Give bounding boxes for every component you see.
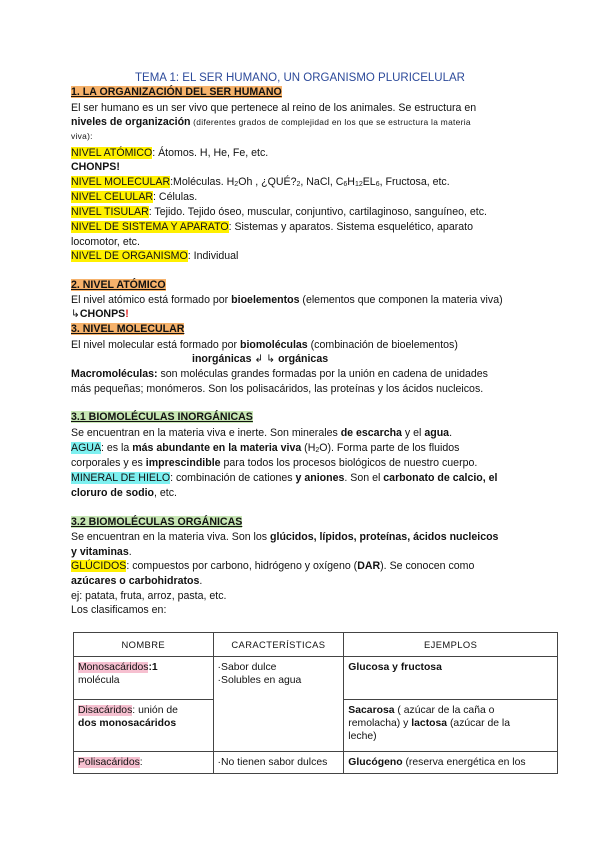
cell-poli-ejemplos: Glucógeno (reserva energética en los bbox=[344, 752, 558, 774]
cell-monosacaridos: Monosacáridos:1 molécula bbox=[74, 657, 214, 700]
cell-mono-ejemplos: Glucosa y fructosa bbox=[344, 657, 558, 700]
s31-agua: AGUA: es la más abundante en la materia viva $(H_2O)$. Forma parte de los fluidos bbox=[71, 442, 460, 454]
s1-intro-line1: El ser humano es un ser vivo que pertenece al reino de los animales. Se estructura en bbox=[71, 102, 477, 114]
level-molecular: NIVEL MOLECULAR:Moléculas. $H_2Oh$ , ¿$QUÉ?_2$, NaCl, $C_6H_{12}EL_6$, Fructosa, etc. bbox=[71, 176, 450, 188]
s3-text: El nivel molecular está formado por biomoléculas (combinación de bioelementos) bbox=[71, 339, 458, 351]
page-title: TEMA 1: EL SER HUMANO, UN ORGANISMO PLURICELULAR bbox=[135, 72, 465, 84]
cell-poli-caracteristicas: ·No tienen sabor dulces bbox=[213, 752, 344, 774]
s3-macro: Macromoléculas: son moléculas grandes formadas por la unión en cadena de unidades bbox=[71, 368, 488, 380]
s1-intro-line2: niveles de organización (diferentes grados de complejidad en los que se estructura la materia bbox=[71, 116, 471, 128]
s32-intro: Se encuentran en la materia viva. Son los glúcidos, lípidos, proteínas, ácidos nucleicos bbox=[71, 531, 499, 543]
level-sistema: NIVEL DE SISTEMA Y APARATO: Sistemas y aparatos. Sistema esquelético, aparato bbox=[71, 221, 473, 233]
s31-intro: Se encuentran en la materia viva e inerte. Son minerales de escarcha y el agua. bbox=[71, 427, 453, 439]
s2-chonps: ↳CHONPS! bbox=[71, 308, 129, 320]
s32-example: ej: patata, fruta, arroz, pasta, etc. bbox=[71, 590, 227, 602]
section-2-heading: 2. NIVEL ATÓMICO bbox=[71, 279, 166, 291]
level-celular: NIVEL CELULAR: Células. bbox=[71, 191, 198, 203]
cell-disacaridos: Disacáridos: unión de dos monosacáridos bbox=[74, 700, 214, 752]
s32-glucidos: GLÚCIDOS: compuestos por carbono, hidrógeno y oxígeno (DAR). Se conocen como bbox=[71, 560, 475, 572]
s3-split: inorgánicas ↲ ↳ orgánicas bbox=[192, 353, 329, 365]
s2-text: El nivel atómico está formado por bioelementos (elementos que componen la materia viva) bbox=[71, 294, 503, 306]
col-header-caracteristicas: CARACTERÍSTICAS bbox=[213, 633, 344, 657]
cell-mono-caracteristicas: ·Sabor dulce ·Solubles en agua bbox=[213, 657, 344, 752]
s32-intro-cont: y vitaminas. bbox=[71, 546, 132, 558]
section-3-1-heading: 3.1 BIOMOLÉCULAS INORGÁNICAS bbox=[71, 411, 253, 423]
s3-macro-cont: más pequeñas; monómeros. Son los polisacáridos, las proteínas y los ácidos nucleicos. bbox=[71, 383, 484, 395]
col-header-nombre: NOMBRE bbox=[74, 633, 214, 657]
arrow-icon: ↳ bbox=[71, 308, 80, 320]
s31-agua-cont: corporales y es imprescindible para todos los procesos biológicos de nuestro cuerpo. bbox=[71, 457, 478, 469]
level-sistema-cont: locomotor, etc. bbox=[71, 236, 140, 248]
s32-glucidos-cont: azúcares o carbohidratos. bbox=[71, 575, 203, 587]
table-row bbox=[74, 657, 558, 700]
section-3-heading: 3. NIVEL MOLECULAR bbox=[71, 323, 185, 335]
s31-hielo: MINERAL DE HIELO: combinación de cationes y aniones. Son el carbonato de calcio, el bbox=[71, 472, 498, 484]
table-header-row bbox=[74, 633, 558, 657]
s31-hielo-cont: cloruro de sodio, etc. bbox=[71, 487, 177, 499]
cell-di-ejemplos: Sacarosa ( azúcar de la caña o remolacha) y lactosa (azúcar de la leche) bbox=[344, 700, 558, 752]
s1-intro-line3: viva): bbox=[71, 131, 93, 141]
cell-polisacaridos: Polisacáridos: bbox=[74, 752, 214, 774]
glucidos-table bbox=[73, 632, 558, 774]
table-row bbox=[74, 752, 558, 774]
s32-classify: Los clasificamos en: bbox=[71, 604, 167, 616]
level-tisular: NIVEL TISULAR: Tejido. Tejido óseo, muscular, conjuntivo, cartilaginoso, sanguíneo, etc. bbox=[71, 206, 487, 218]
level-atomico: NIVEL ATÓMICO: Átomos. H, He, Fe, etc. bbox=[71, 147, 269, 159]
section-3-2-heading: 3.2 BIOMOLÉCULAS ORGÁNICAS bbox=[71, 516, 243, 528]
chonps-note: CHONPS! bbox=[71, 161, 120, 173]
col-header-ejemplos: EJEMPLOS bbox=[344, 633, 558, 657]
level-organismo: NIVEL DE ORGANISMO: Individual bbox=[71, 250, 239, 262]
section-1-heading: 1. LA ORGANIZACIÓN DEL SER HUMANO bbox=[71, 86, 282, 98]
